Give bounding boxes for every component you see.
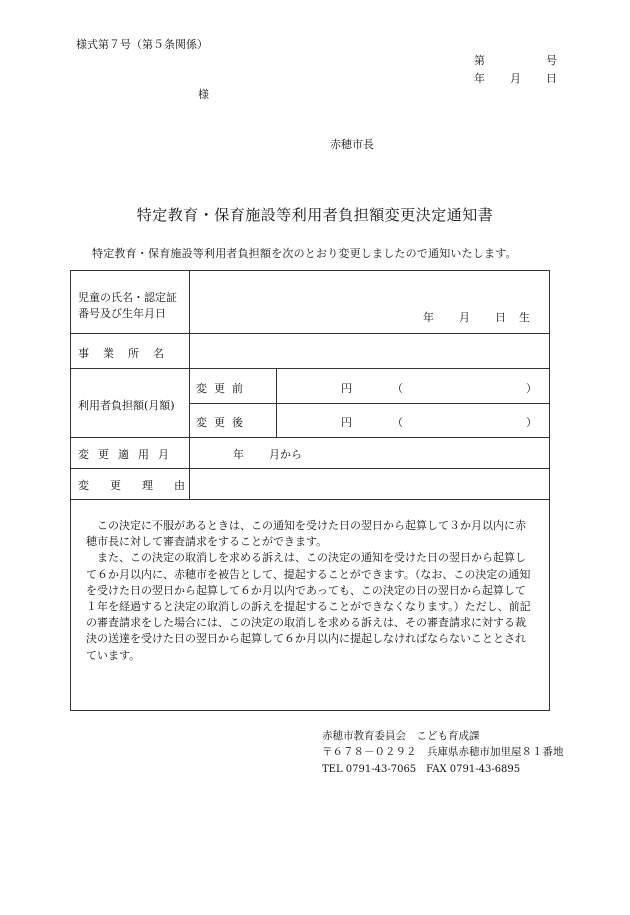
fee-label: 利用者負担額(月額) — [78, 399, 175, 412]
birth-year-unit: 年 — [423, 311, 434, 324]
before-yen: 円 — [341, 382, 352, 395]
date-day: 日 — [546, 72, 557, 85]
office-label: 事業所名 — [78, 347, 178, 360]
after-label: 変更後 — [196, 416, 250, 429]
row-divider — [189, 403, 549, 404]
row-divider — [71, 333, 549, 334]
apply-month-from: 月から — [269, 448, 302, 461]
row-divider — [71, 468, 549, 469]
after-paren-open: （ — [392, 416, 403, 429]
apply-year-unit: 年 — [233, 448, 244, 461]
intro-text: 特定教育・保育施設等利用者負担額を次のとおり変更しましたので通知いたします。 — [92, 247, 517, 260]
issuer: 赤穂市長 — [330, 138, 374, 151]
child-label-line1: 児童の氏名・認定証 — [78, 291, 177, 304]
birth-month-unit: 月 — [459, 311, 470, 324]
date-year: 年 — [474, 72, 485, 85]
after-paren-close: ） — [526, 416, 537, 429]
notice-paragraph-1: この決定に不服があるときは、この通知を受けた日の翌日から起算して３か月以内に赤穂市長に対して審査請求をすることができます。 — [86, 519, 526, 549]
number-suffix: 号 — [546, 54, 557, 67]
recipient-suffix: 様 — [198, 88, 209, 101]
date-month: 月 — [510, 72, 521, 85]
after-yen: 円 — [341, 416, 352, 429]
sub-column-divider — [276, 368, 277, 437]
child-label-line2: 番号及び生年月日 — [78, 307, 166, 320]
footer-contact: TEL 0791-43-7065 FAX 0791-43-6895 — [322, 764, 521, 775]
number-prefix: 第 — [474, 54, 485, 67]
birth-day-unit: 日 — [495, 311, 506, 324]
before-paren-close: ） — [526, 382, 537, 395]
footer-address: 〒６７８－０２９２ 兵庫県赤穂市加里屋８１番地 — [322, 746, 564, 758]
row-divider — [71, 437, 549, 438]
notice-paragraph-2: また、この決定の取消しを求める訴えは、この決定の通知を受けた日の翌日から起算して６か月以内に、赤穂市を被告として、提起することができます。（なお、この決定の通知を受けた日の翌日から起算して６か月以内であっても、この決定の日の翌日から起算して１年を経過すると決定の取消しの訴えを提起することができなくなります。）ただし、前記の審査請求をした場合には、この決定の取消しを求める訴えは、その審査請求に対する裁決の送達を受けた日の翌日から起算して６か月以内に提起しなければならないこととされています。 — [86, 551, 531, 662]
apply-month-label: 変更適用月 — [78, 448, 178, 461]
row-divider — [71, 368, 549, 369]
appeal-notice — [86, 518, 536, 664]
row-divider — [71, 499, 549, 500]
birth-suffix: 生 — [519, 311, 530, 324]
form-id: 様式第７号（第５条関係） — [76, 38, 208, 51]
label-column-divider — [189, 271, 190, 499]
footer-department: 赤穂市教育委員会 こども育成課 — [322, 730, 480, 742]
before-label: 変更前 — [196, 382, 250, 395]
reason-label: 変更理由 — [78, 479, 206, 492]
before-paren-open: （ — [392, 382, 403, 395]
document-title: 特定教育・保育施設等利用者負担額変更決定通知書 — [136, 206, 494, 224]
